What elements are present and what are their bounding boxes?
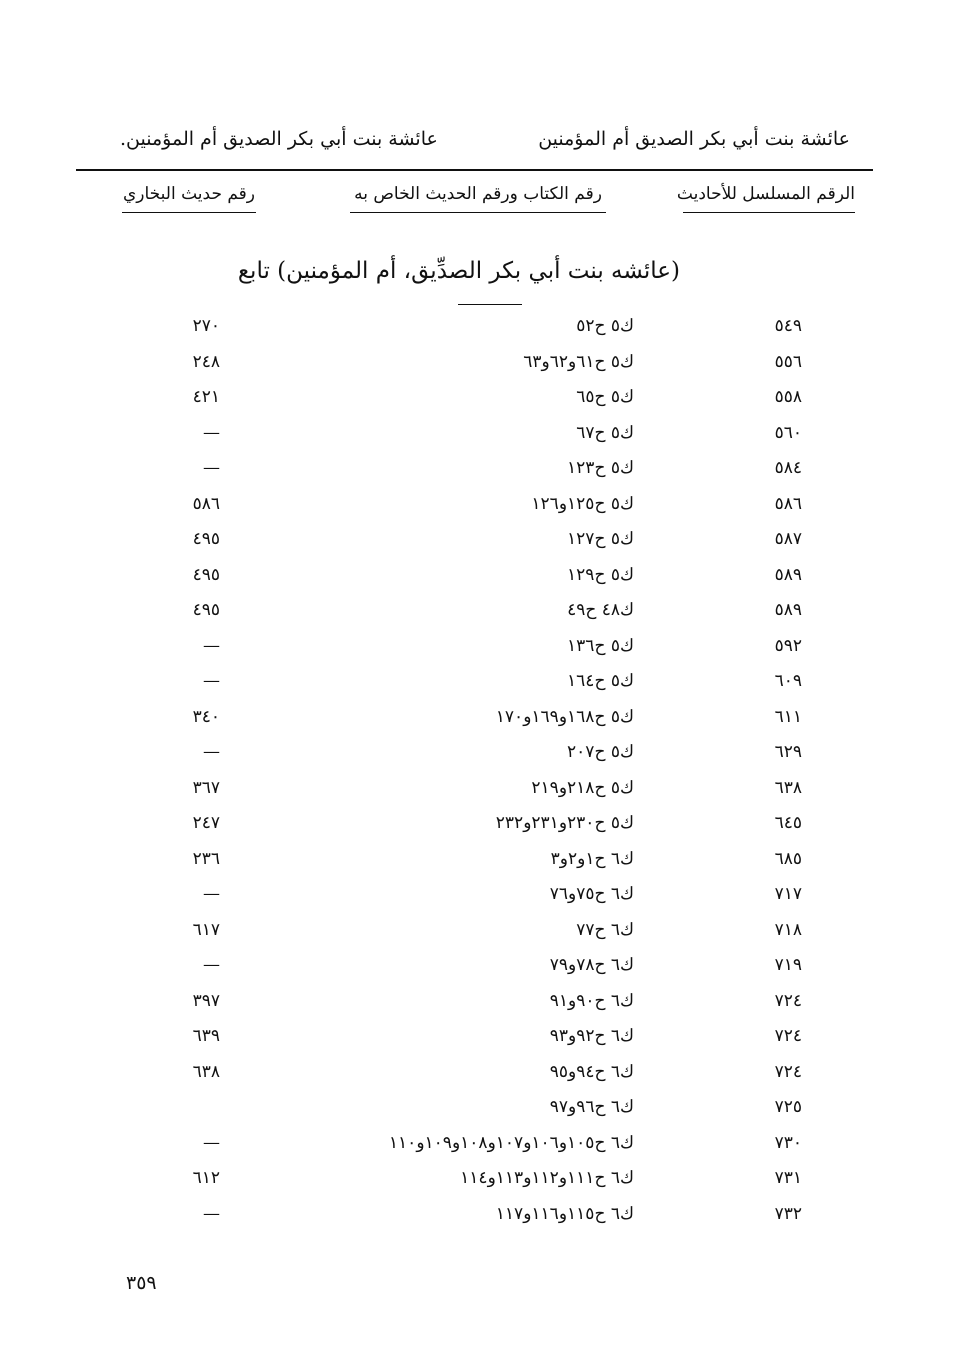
serial-number: ٦٣٨: [774, 777, 802, 798]
book-hadith-ref: ك٦ ح١و٢و٣: [550, 848, 634, 869]
book-hadith-ref: ك٦ ح٩٦و٩٧: [549, 1097, 634, 1117]
book-hadith-ref: ك٥ ح١٢٣: [567, 458, 634, 478]
table-row: [0, 525, 956, 561]
table-row: [0, 809, 956, 845]
table-row: [0, 667, 956, 703]
header-rule: [76, 169, 873, 171]
serial-number: ٥٨٦: [774, 493, 802, 514]
table-row: [0, 1129, 956, 1165]
serial-number: ٥٦٠: [774, 422, 802, 443]
table-row: [0, 774, 956, 810]
serial-number: ٦١١: [774, 706, 802, 727]
page-number: ٣٥٩: [126, 1272, 157, 1294]
book-hadith-ref: ك٥ ح٢١٨و٢١٩: [531, 777, 634, 798]
section-title: (عائشه بنت أبي بكر الصدِّيق، أم المؤمنين) تابع: [237, 258, 680, 284]
table-row: [0, 1093, 956, 1129]
serial-number: ٥٤٩: [774, 316, 802, 336]
book-hadith-ref: ك٦ ح٧٨و٧٩: [549, 955, 634, 975]
bukhari-number: —: [203, 635, 220, 656]
column-header-serial: الرقم المسلسل للأحاديث: [683, 184, 855, 213]
bukhari-number: ٦١٢: [192, 1168, 220, 1188]
serial-number: ٧٣٠: [774, 1132, 802, 1153]
table-row: [0, 490, 956, 526]
serial-number: ٥٥٨: [774, 387, 802, 407]
book-hadith-ref: ك٦ ح٧٧: [576, 919, 634, 940]
book-hadith-ref: ك٤٨ ح٤٩: [567, 600, 634, 620]
table-row: [0, 845, 956, 881]
serial-number: ٥٨٧: [774, 529, 802, 549]
table-row: [0, 703, 956, 739]
book-hadith-ref: ك٦ ح١٠٥و١٠٦و١٠٧و١٠٨و١٠٩و١١٠: [388, 1132, 634, 1153]
serial-number: ٦٤٥: [774, 813, 802, 833]
bukhari-number: ٣٩٧: [192, 990, 220, 1011]
book-hadith-ref: ك٦ ح١١٥و١١٦و١١٧: [495, 1203, 634, 1224]
bukhari-number: ٦٣٨: [192, 1061, 220, 1082]
serial-number: ٥٩٢: [774, 635, 802, 656]
bukhari-number: ٤٩٥: [192, 529, 220, 549]
table-row: [0, 1200, 956, 1236]
table-row: [0, 561, 956, 597]
table-row: [0, 1058, 956, 1094]
book-hadith-ref: ك٦ ح٩٤و٩٥: [549, 1061, 634, 1082]
section-title-rule: [458, 304, 522, 305]
bukhari-number: —: [203, 671, 220, 691]
table-row: [0, 1164, 956, 1200]
bukhari-number: —: [203, 955, 220, 975]
book-hadith-ref: ك٥ ح١٦٤: [567, 671, 634, 691]
table-row: [0, 348, 956, 384]
bukhari-number: ٥٨٦: [192, 493, 220, 514]
serial-number: ٥٥٦: [774, 351, 802, 372]
bukhari-number: ٦٣٩: [192, 1026, 220, 1046]
serial-number: ٧٢٤: [774, 1061, 802, 1082]
book-hadith-ref: ك٦ ح١١١و١١٢و١١٣و١١٤: [460, 1168, 634, 1188]
running-head: [120, 128, 850, 160]
book-hadith-ref: ك٥ ح٦١و٦٢و٦٣: [523, 351, 634, 372]
serial-number: ٦٠٩: [774, 671, 802, 691]
bukhari-number: —: [203, 1132, 220, 1153]
running-head-right: عائشة بنت أبي بكر الصديق أم المؤمنين: [538, 128, 850, 150]
book-hadith-ref: ك٦ ح٩٠و٩١: [549, 990, 634, 1011]
book-hadith-ref: ك٥ ح٥٢: [576, 316, 634, 336]
serial-number: ٥٨٤: [774, 458, 802, 478]
table-row: [0, 987, 956, 1023]
book-hadith-ref: ك٥ ح١٢٥و١٢٦: [531, 493, 634, 514]
bukhari-number: ٤٩٥: [192, 600, 220, 620]
book-hadith-ref: ك٥ ح١٦٨و١٦٩و١٧٠: [495, 706, 634, 727]
table-row: [0, 632, 956, 668]
bukhari-number: ٦١٧: [192, 919, 220, 940]
serial-number: ٧٣١: [774, 1168, 802, 1188]
serial-number: ٧١٩: [774, 955, 802, 975]
table-row: [0, 916, 956, 952]
hadith-table: [0, 312, 956, 1235]
bukhari-number: —: [203, 1203, 220, 1224]
book-hadith-ref: ك٥ ح١٣٦: [567, 635, 634, 656]
table-row: [0, 1022, 956, 1058]
table-row: [0, 880, 956, 916]
book-hadith-ref: ك٥ ح٦٥: [576, 387, 634, 407]
book-hadith-ref: ك٦ ح٩٢و٩٣: [549, 1026, 634, 1046]
book-hadith-ref: ك٥ ح٢٣٠و٢٣١و٢٣٢: [495, 813, 634, 833]
bukhari-number: ٢٤٧: [192, 813, 220, 833]
book-hadith-ref: ك٦ ح٧٥و٧٦: [549, 884, 634, 904]
table-row: [0, 454, 956, 490]
serial-number: ٧١٨: [774, 919, 802, 940]
serial-number: ٧٢٤: [774, 990, 802, 1011]
running-head-left: عائشة بنت أبي بكر الصديق أم المؤمنين.: [120, 128, 438, 150]
serial-number: ٦٢٩: [774, 742, 802, 762]
bukhari-number: —: [203, 422, 220, 443]
bukhari-number: ٣٤٠: [192, 706, 220, 727]
book-hadith-ref: ك٥ ح٢٠٧: [567, 742, 634, 762]
bukhari-number: ٤٢١: [192, 387, 220, 407]
bukhari-number: ٢٤٨: [192, 351, 220, 372]
book-hadith-ref: ك٥ ح٦٧: [576, 422, 634, 443]
column-header-book: رقم الكتاب ورقم الحديث الخاص به: [350, 184, 606, 213]
serial-number: ٦٨٥: [774, 848, 802, 869]
bukhari-number: —: [203, 742, 220, 762]
book-hadith-ref: ك٥ ح١٢٧: [567, 529, 634, 549]
table-row: [0, 738, 956, 774]
bukhari-number: —: [203, 458, 220, 478]
serial-number: ٧٢٤: [774, 1026, 802, 1046]
bukhari-number: —: [203, 884, 220, 904]
table-row: [0, 383, 956, 419]
table-row: [0, 312, 956, 348]
serial-number: ٥٨٩: [774, 564, 802, 585]
bukhari-number: ٣٦٧: [192, 777, 220, 798]
table-row: [0, 596, 956, 632]
serial-number: ٥٨٩: [774, 600, 802, 620]
serial-number: ٧١٧: [774, 884, 802, 904]
bukhari-number: ٢٧٠: [192, 316, 220, 336]
table-row: [0, 951, 956, 987]
serial-number: ٧٣٢: [774, 1203, 802, 1224]
bukhari-number: ٢٣٦: [192, 848, 220, 869]
book-hadith-ref: ك٥ ح١٢٩: [567, 564, 634, 585]
column-header-bukhari: رقم حديث البخاري: [122, 184, 256, 213]
bukhari-number: ٤٩٥: [192, 564, 220, 585]
table-row: [0, 419, 956, 455]
serial-number: ٧٢٥: [774, 1097, 802, 1117]
